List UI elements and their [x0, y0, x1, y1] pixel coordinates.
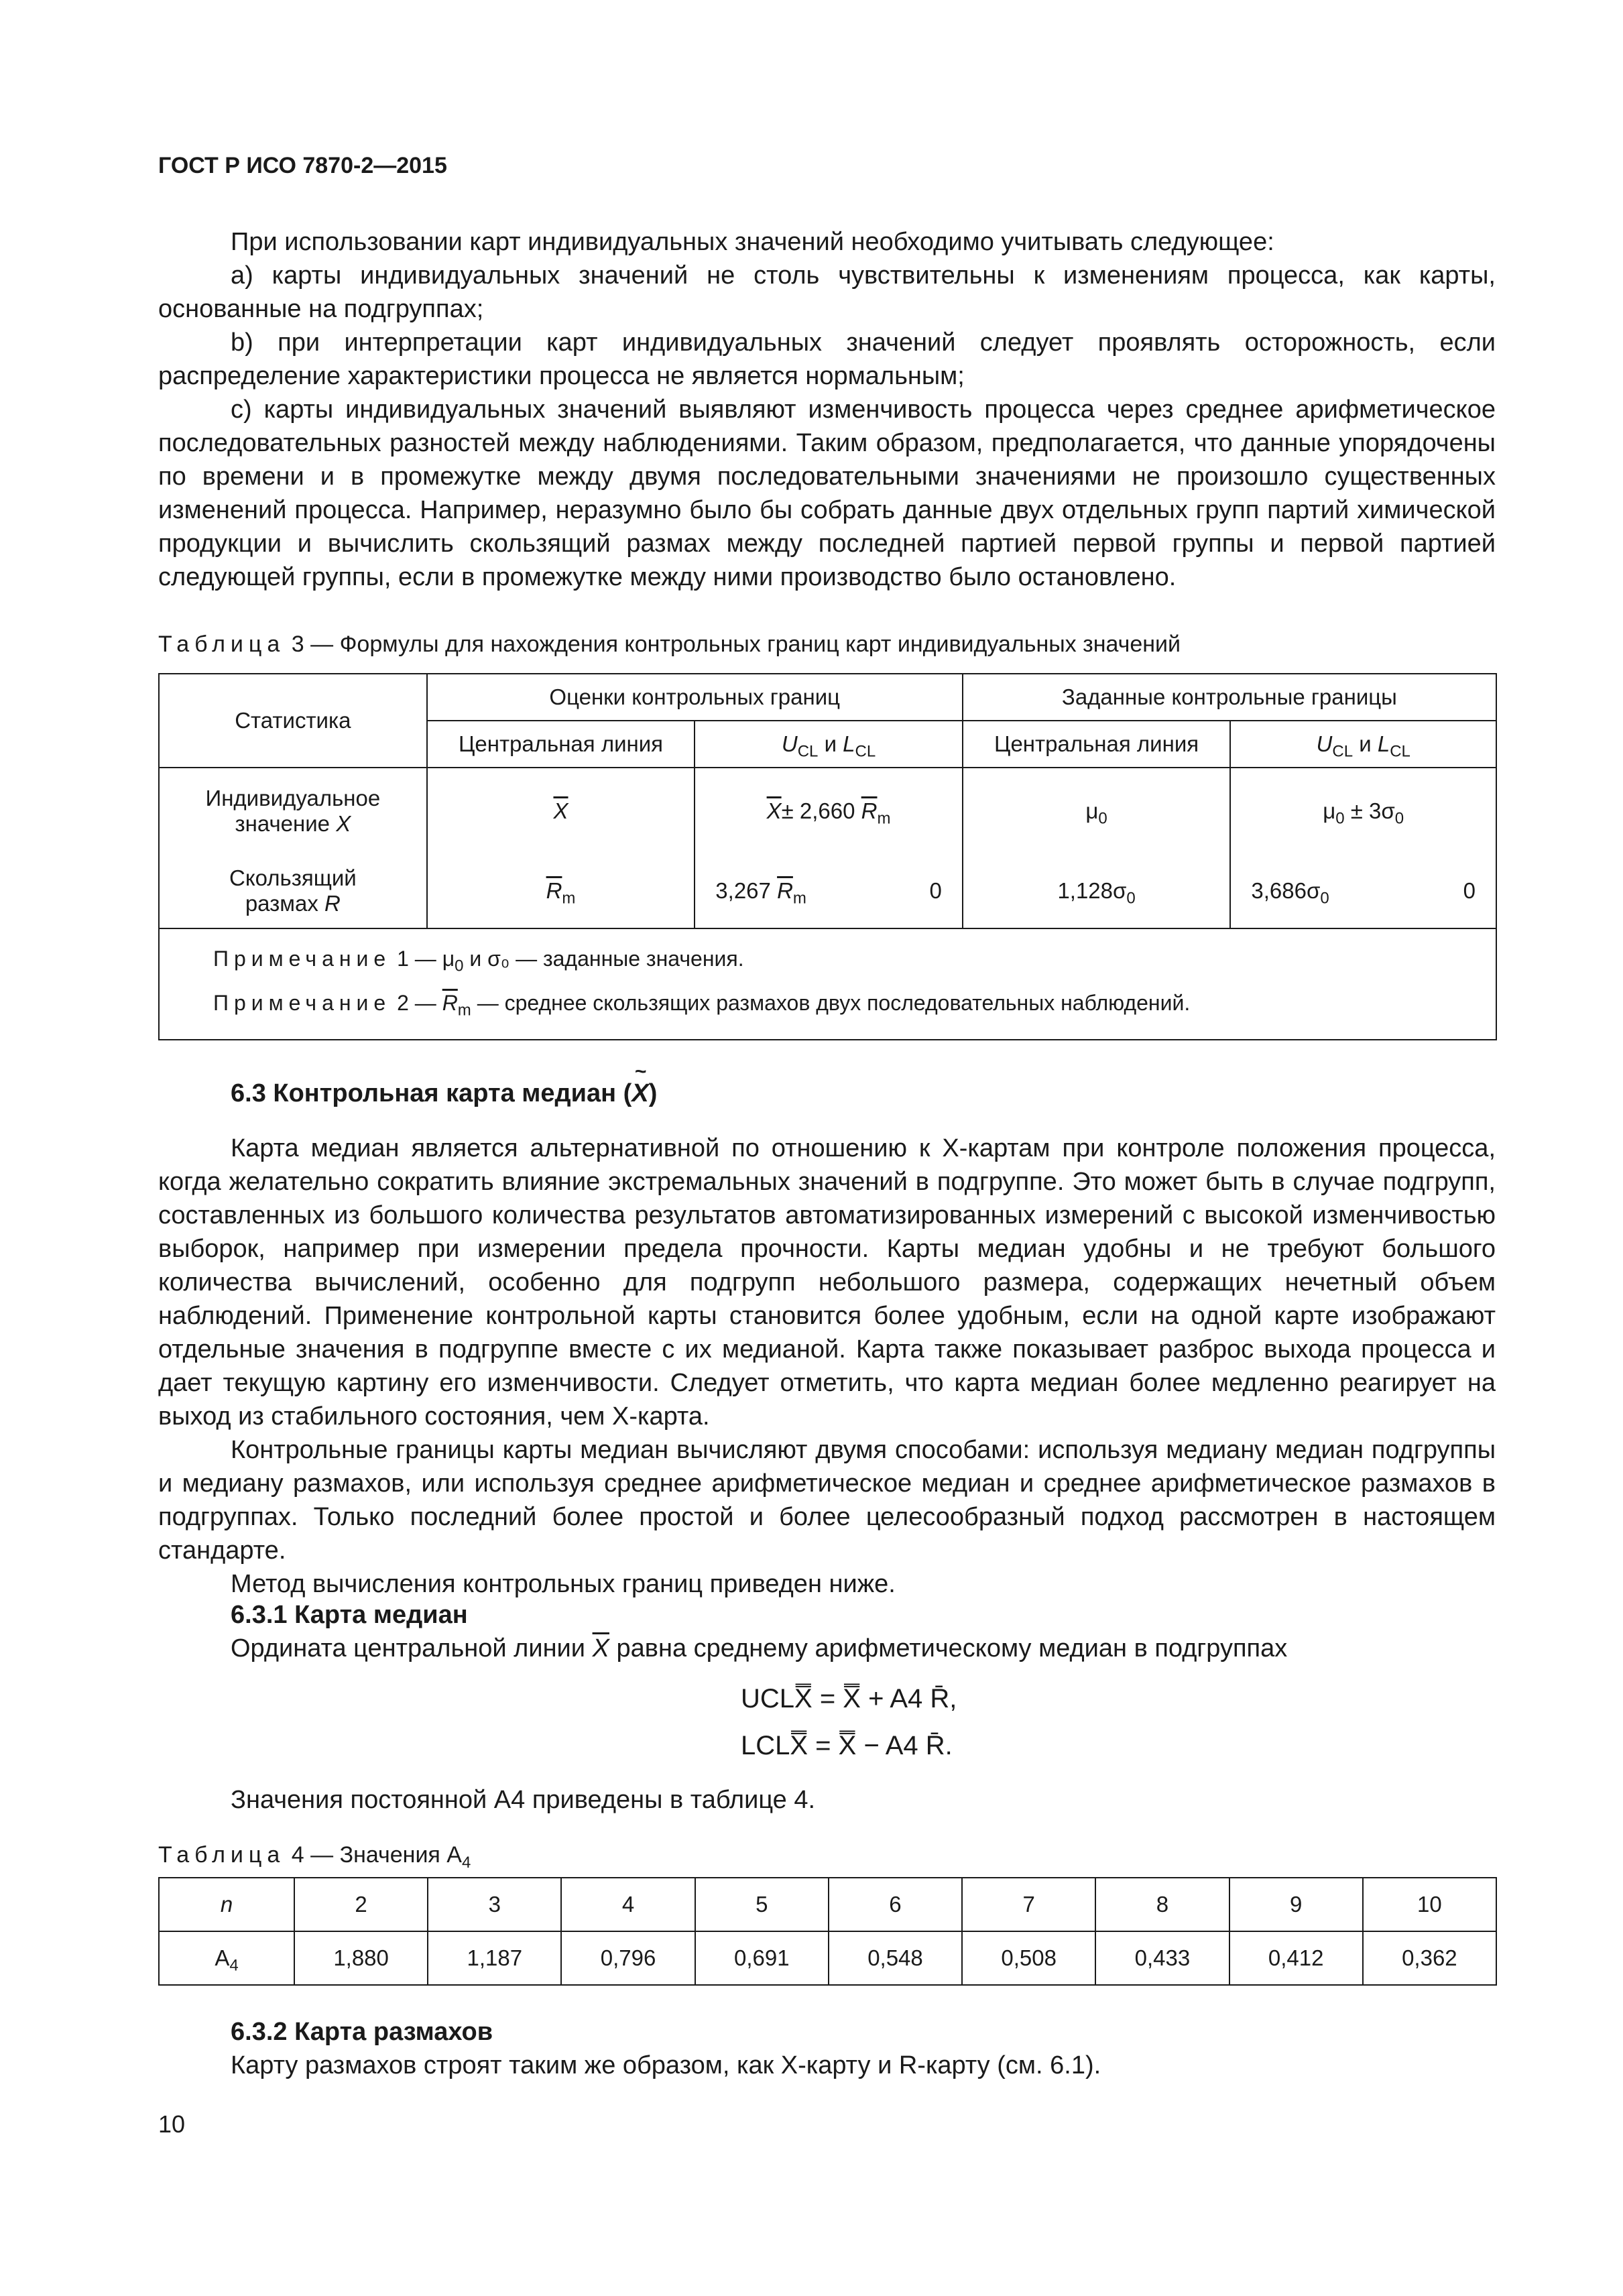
intro-item-c: c) карты индивидуальных значений выявляют изменчивость процесса через среднее арифметическое последовательных разностей между наблюдениями. Таким образом, предполагается, что данные упорядочены по времени и в промежутке между двумя последовательными значениями не произошло существенных изменений процесса. Например, неразумно было бы собрать данные двух отдельных групп партий химической продукции и вычислить скользящий размах между последней партией первой группы и первой партией следующей группы, если в промежутке между ними производство было остановлено.: [158, 396, 1496, 591]
document-header: ГОСТ Р ИСО 7870-2—2015: [158, 153, 447, 178]
table3-r2-est-cl: $\overline{R}_m$: [427, 853, 695, 928]
table4-a-label: $A_4$: [159, 1931, 294, 1985]
table4-n-cell: 5: [695, 1878, 829, 1931]
table3-note-2: Примечание 2 — $\overline{R}_m$ — среднее скользящих размахов двух последовательных наблюдений.: [213, 991, 1191, 1020]
table4-caption: Таблица 4 — Значения $A_4$: [158, 1842, 471, 1872]
table3-notes: [159, 928, 1496, 1040]
intro-item-a: a) карты индивидуальных значений не столь чувствительны к изменениям процесса, как карты, основанные на подгруппах;: [158, 261, 1496, 323]
table3-limits-est: $U_{CL}$ и $L_{CL}$: [695, 721, 963, 768]
table3-row-moving-range: Скользящий размах R: [159, 853, 427, 928]
table4-n-cell: 6: [829, 1878, 962, 1931]
table4-n-cell: 7: [962, 1878, 1095, 1931]
table3-caption: [158, 631, 1181, 658]
section-6-3-2-text: Карту размахов строят таким же образом, как X-карту и R-карту (см. 6.1).: [231, 2051, 1101, 2079]
table3-r2-given-cl: $1,128\sigma_0$: [963, 853, 1231, 928]
table4-n-cell: 9: [1229, 1878, 1363, 1931]
table3-caption-label: Таблица: [158, 631, 286, 657]
table3-col-stat: Статистика: [159, 674, 427, 768]
table4-a-cell: 0,508: [962, 1931, 1095, 1985]
table4-a-cell: 0,691: [695, 1931, 829, 1985]
formula-lcl: LCLX̿ = X̿ − A4 R̄.: [741, 1731, 953, 1760]
table4-a-cell: 0,548: [829, 1931, 962, 1985]
section-6-3-title: 6.3 Контрольная карта медиан (~ X): [231, 1079, 657, 1108]
table3-r1-given-cl: $\mu_0$: [963, 768, 1231, 853]
table4: [158, 1877, 1497, 1986]
section-6-3-1-title: 6.3.1 Карта медиан: [231, 1601, 468, 1629]
page-number: 10: [158, 2110, 186, 2138]
section-6-3-paragraph-3: Метод вычисления контрольных границ приведен ниже.: [231, 1570, 896, 1598]
table4-n-cell: 8: [1095, 1878, 1229, 1931]
table3-r1-est-limits: $\overline{X}\pm 2,660$ $\overline{R}_m$: [695, 768, 963, 853]
table4-n-label: n: [159, 1878, 294, 1931]
table4-a-cell: 0,412: [1229, 1931, 1363, 1985]
table3-limits-given: $U_{CL}$ и $L_{CL}$: [1230, 721, 1496, 768]
table4-a-cell: 1,187: [428, 1931, 561, 1985]
table3-note-1: Примечание 1 — $\mu_0$ и σ₀ — заданные значения.: [213, 947, 744, 975]
table3-central-line-est: Центральная линия: [427, 721, 695, 768]
table4-a-cell: 0,796: [561, 1931, 695, 1985]
table3-r1-given-limits: $\mu_0 \pm 3\sigma_0$: [1230, 768, 1496, 853]
table4-a-cell: 0,362: [1363, 1931, 1496, 1985]
table3-r1-est-cl: $\overline{X}$: [427, 768, 695, 853]
table4-a-cell: 1,880: [294, 1931, 428, 1985]
section-6-3-body: [158, 1132, 1496, 1601]
intro-block: [158, 225, 1496, 594]
table3: [158, 673, 1497, 1040]
table3-row-individual: Индивидуальное значение X: [159, 768, 427, 853]
table4-a-cell: 0,433: [1095, 1931, 1229, 1985]
table4-n-cell: 4: [561, 1878, 695, 1931]
table3-r2-est-limits: 3,267 $\overline{R}_m$ 0: [695, 853, 963, 928]
section-6-3-paragraph-2: Контрольные границы карты медиан вычисляют двумя способами: используя медиану медиан подгруппы и медиану размахов, или используя среднее арифметическое медиан и среднее арифметическое размахов в подгруппах. Только последний более простой и более целесообразный подход рассмотрен в настоящем стандарте.: [158, 1436, 1496, 1565]
table4-n-cell: 2: [294, 1878, 428, 1931]
table3-r2-given-limits: $3,686\sigma_0$ 0: [1230, 853, 1496, 928]
section-6-3-1-text: Ордината центральной линии $\overline{X}$ равна среднему арифметическому медиан в подгруппах: [231, 1634, 1288, 1663]
formula-ucl: UCLX̿ = X̿ + A4 R̄,: [741, 1684, 957, 1713]
table3-group-given: Заданные контрольные границы: [963, 674, 1496, 721]
section-6-3-1-after: Значения постоянной A4 приведены в таблице 4.: [231, 1786, 816, 1814]
table3-central-line-given: Центральная линия: [963, 721, 1231, 768]
table3-group-estimated: Оценки контрольных границ: [427, 674, 963, 721]
section-6-3-paragraph-1: Карта медиан является альтернативной по отношению к X-картам при контроле положения процесса, когда желательно сократить влияние экстремальных значений в подгруппе. Это может быть в случае подгрупп, составленных из большого количества результатов автоматизированных измерений с высокой изменчивостью выборок, например при измерении предела прочности. Карты медиан удобны и не требуют большого количества вычислений, особенно для подгрупп небольшого размера, содержащих нечетный объем наблюдений. Применение контрольной карты становится более удобным, если на одной карте изображают отдельные значения в подгруппе вместе с их медианой. Карта также показывает разброс выхода процесса и дает текущую картину его изменчивости. Следует отметить, что карта медиан более медленно реагирует на выход из стабильного состояния, чем X-карта.: [158, 1134, 1496, 1431]
section-6-3-2-title: 6.3.2 Карта размахов: [231, 2018, 493, 2046]
table4-n-cell: 3: [428, 1878, 561, 1931]
intro-item-b: b) при интерпретации карт индивидуальных значений следует проявлять осторожность, если распределение характеристики процесса не является нормальным;: [158, 328, 1496, 390]
table4-n-cell: 10: [1363, 1878, 1496, 1931]
table3-caption-text: 3 — Формулы для нахождения контрольных границ карт индивидуальных значений: [291, 631, 1181, 657]
intro-lead: При использовании карт индивидуальных значений необходимо учитывать следующее:: [231, 228, 1274, 256]
